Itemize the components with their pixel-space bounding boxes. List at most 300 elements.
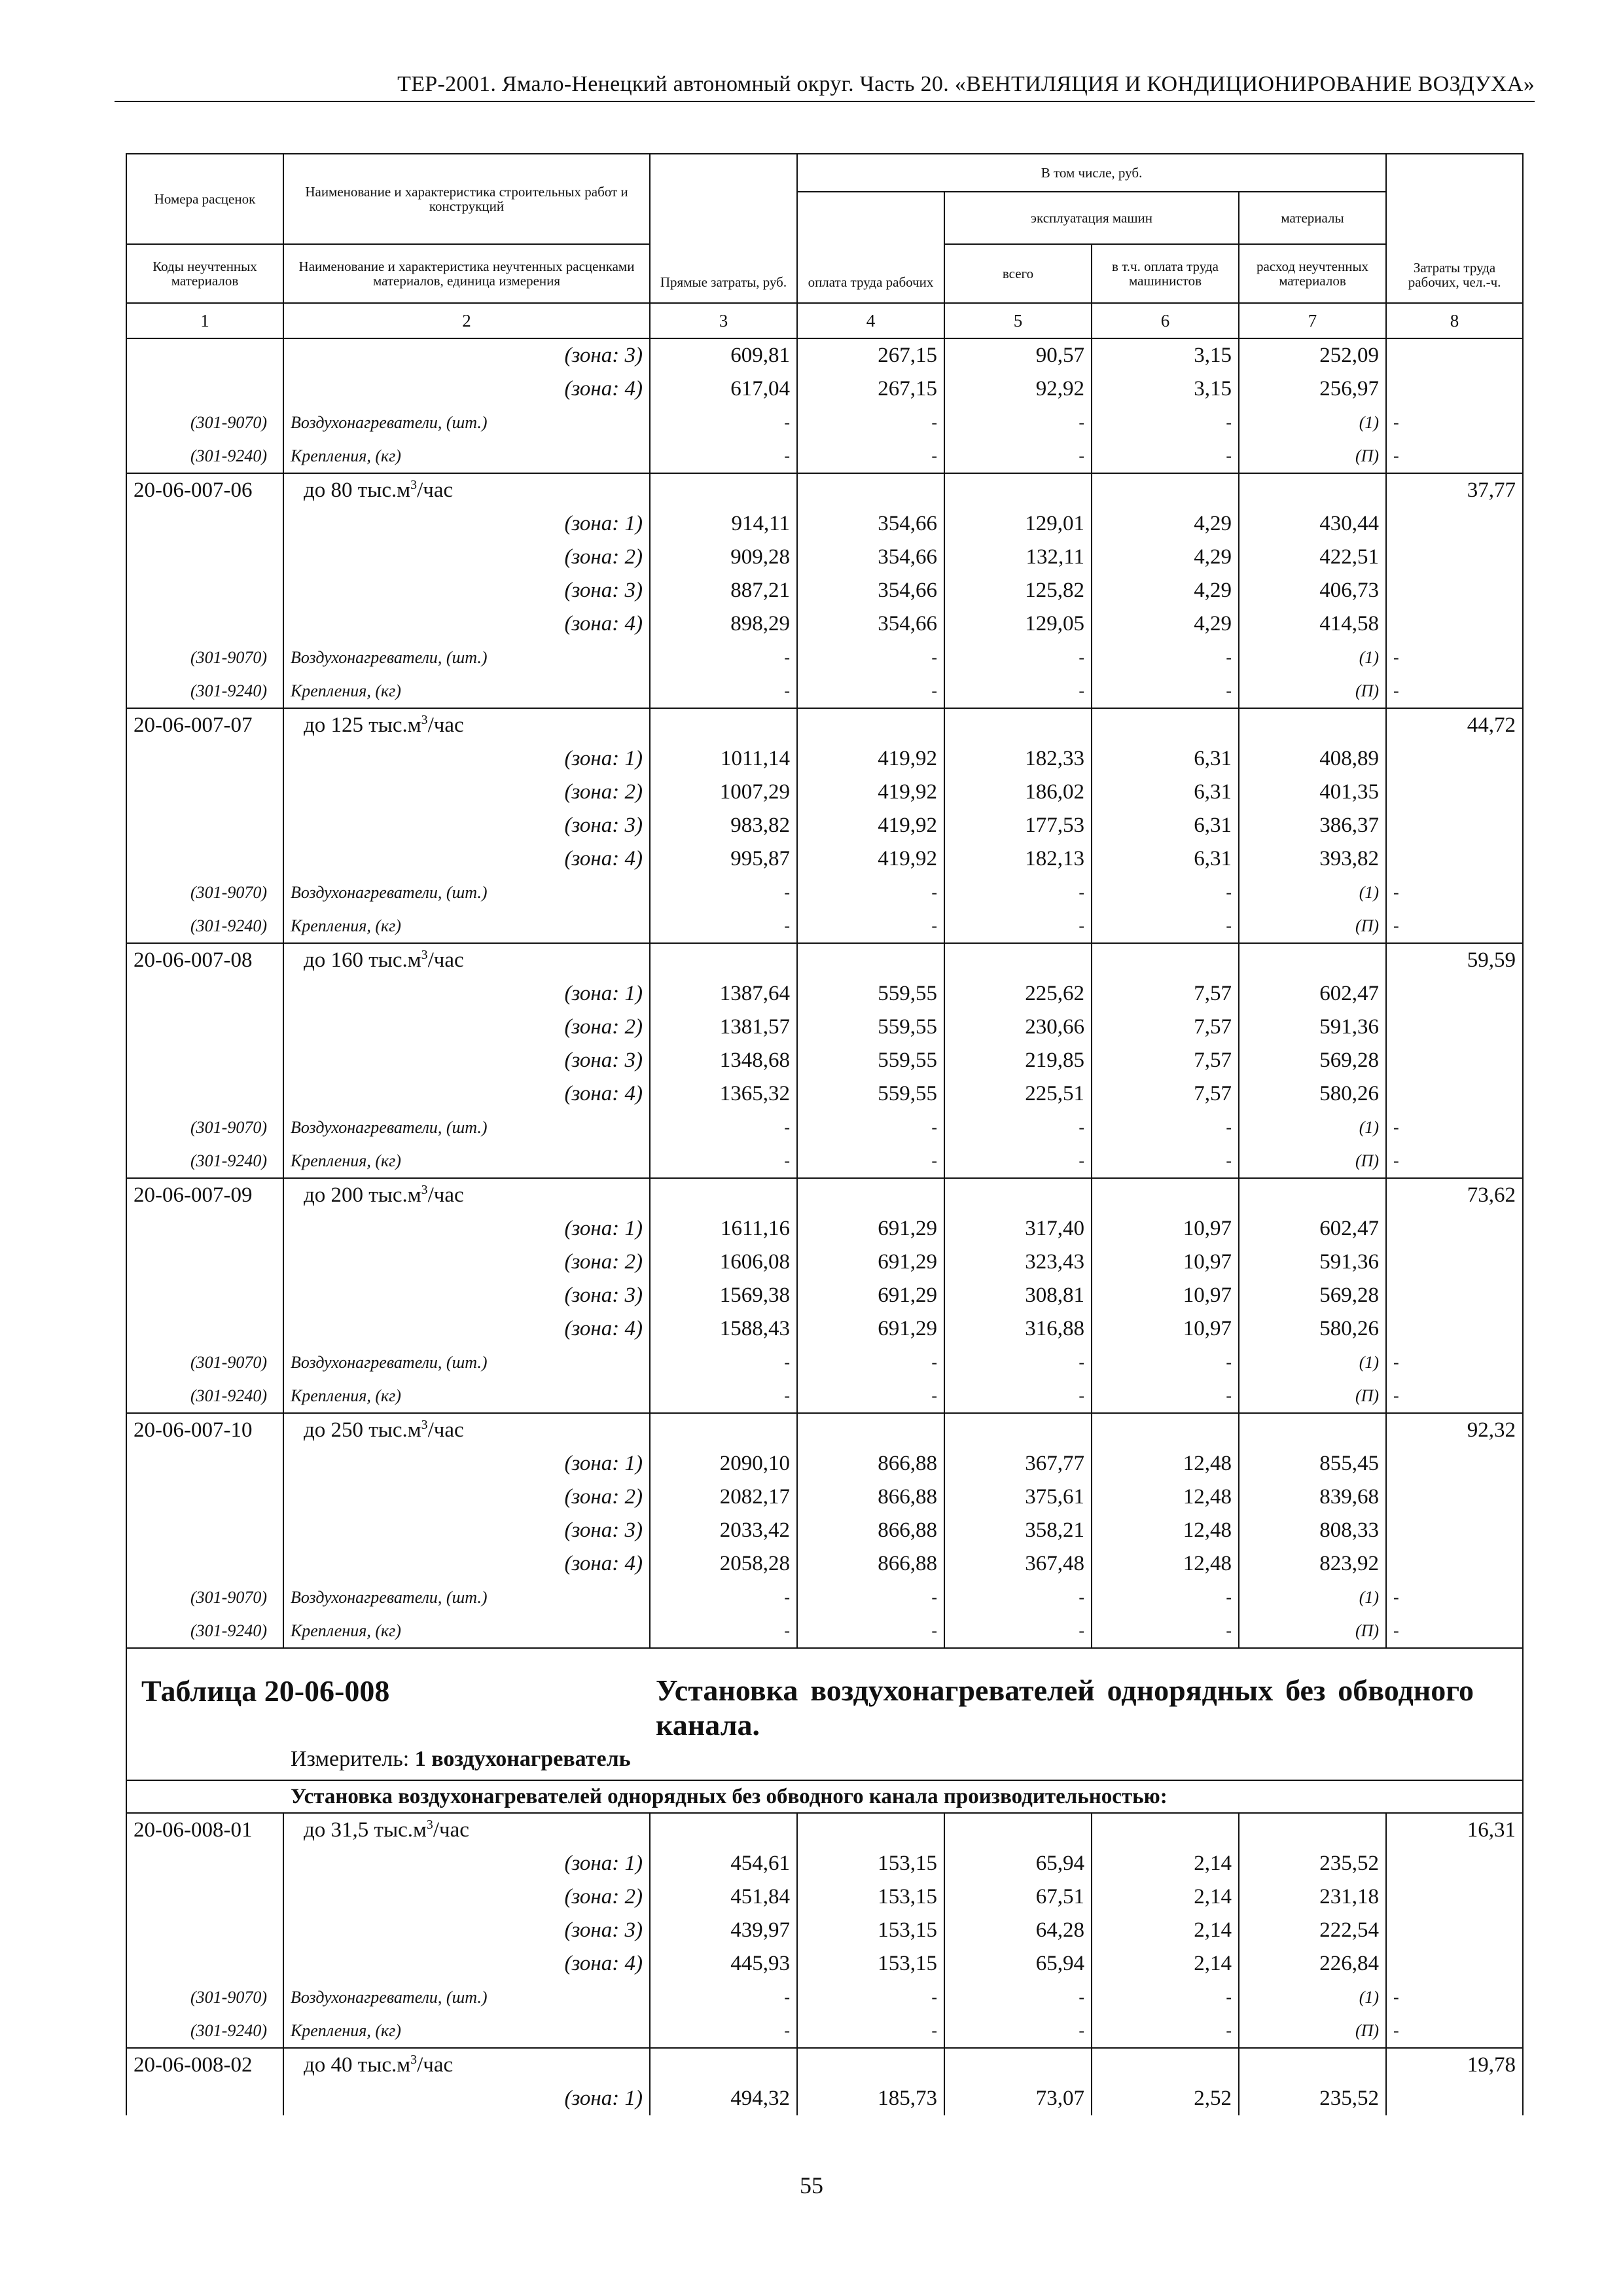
dash-cell: - — [1386, 1981, 1523, 2014]
materials-cost: 401,35 — [1239, 776, 1386, 809]
empty-cell — [944, 1178, 1092, 1212]
empty-cell — [126, 1044, 283, 1077]
dash-cell: - — [797, 1581, 944, 1614]
zone-label: (зона: 4) — [283, 607, 650, 641]
zone-row — [126, 1914, 1523, 1947]
material-quantity: (П) — [1239, 439, 1386, 473]
machinist-pay: 7,57 — [1092, 1011, 1239, 1044]
empty-cell — [944, 1413, 1092, 1447]
dash-cell: - — [944, 909, 1092, 943]
zone-label: (зона: 3) — [283, 1279, 650, 1312]
table-title: Таблица 20-06-008 — [141, 1674, 390, 1708]
empty-cell — [1092, 943, 1239, 977]
material-row — [126, 674, 1523, 708]
material-quantity: (П) — [1239, 1379, 1386, 1413]
empty-cell — [1239, 1813, 1386, 1847]
zone-row — [126, 1312, 1523, 1346]
dash-cell: - — [650, 1981, 797, 2014]
direct-cost: 445,93 — [650, 1947, 797, 1981]
direct-cost: 1611,16 — [650, 1212, 797, 1246]
material-code: (301-9070) — [126, 406, 283, 439]
empty-cell — [1386, 809, 1523, 842]
worker-pay: 153,15 — [797, 1947, 944, 1981]
empty-cell — [1386, 1547, 1523, 1581]
machine-ops-total: 65,94 — [944, 1847, 1092, 1880]
dash-cell: - — [650, 1614, 797, 1648]
rate-row — [126, 2048, 1523, 2082]
machinist-pay: 6,31 — [1092, 742, 1239, 776]
price-table — [126, 153, 1524, 2115]
machinist-pay: 12,48 — [1092, 1480, 1239, 1514]
materials-cost: 422,51 — [1239, 541, 1386, 574]
machine-ops-total: 129,05 — [944, 607, 1092, 641]
dash-cell: - — [1092, 1981, 1239, 2014]
capacity-unit: тыс.м — [368, 1818, 427, 1842]
machine-ops-total: 186,02 — [944, 776, 1092, 809]
empty-cell — [126, 1480, 283, 1514]
empty-cell — [1386, 574, 1523, 607]
machinist-pay: 3,15 — [1092, 338, 1239, 372]
materials-cost: 414,58 — [1239, 607, 1386, 641]
machine-ops-total: 132,11 — [944, 541, 1092, 574]
empty-cell — [1386, 1880, 1523, 1914]
machine-ops-total: 225,51 — [944, 1077, 1092, 1111]
zone-row — [126, 977, 1523, 1011]
dash-cell: - — [1092, 674, 1239, 708]
machinist-pay: 12,48 — [1092, 1514, 1239, 1547]
capacity-unit: тыс.м — [363, 948, 421, 972]
dash-cell: - — [1092, 876, 1239, 909]
worker-pay: 559,55 — [797, 1011, 944, 1044]
zone-row — [126, 1447, 1523, 1480]
machine-ops-total: 323,43 — [944, 1246, 1092, 1279]
empty-cell — [126, 842, 283, 876]
empty-cell — [1386, 1847, 1523, 1880]
material-code: (301-9240) — [126, 1144, 283, 1178]
empty-cell — [1386, 1044, 1523, 1077]
worker-pay: 354,66 — [797, 607, 944, 641]
rate-code: 20-06-007-08 — [126, 943, 283, 977]
dash-cell: - — [1386, 909, 1523, 943]
capacity-unit: тыс.м — [352, 478, 411, 502]
direct-cost: 1387,64 — [650, 977, 797, 1011]
material-name: Воздухонагреватели, (шт.) — [283, 406, 650, 439]
materials-cost: 256,97 — [1239, 372, 1386, 406]
capacity-value: до 80 — [304, 478, 353, 502]
worker-pay: 691,29 — [797, 1246, 944, 1279]
table-subtitle: Установка воздухонагревателей однорядных без обводного канала производительностью: — [126, 1780, 1523, 1813]
empty-cell — [1092, 473, 1239, 507]
worker-pay: 153,15 — [797, 1847, 944, 1880]
machine-ops-total: 129,01 — [944, 507, 1092, 541]
materials-cost: 235,52 — [1239, 1847, 1386, 1880]
direct-cost: 887,21 — [650, 574, 797, 607]
dash-cell: - — [797, 1379, 944, 1413]
empty-cell — [1386, 1447, 1523, 1480]
material-quantity: (1) — [1239, 1111, 1386, 1144]
empty-cell — [1386, 742, 1523, 776]
dash-cell: - — [1092, 439, 1239, 473]
empty-cell — [126, 1880, 283, 1914]
materials-cost: 580,26 — [1239, 1077, 1386, 1111]
col-number: 6 — [1092, 303, 1239, 338]
dash-cell: - — [944, 1981, 1092, 2014]
machinist-pay: 4,29 — [1092, 607, 1239, 641]
dash-cell: - — [1386, 1614, 1523, 1648]
direct-cost: 439,97 — [650, 1914, 797, 1947]
zone-row — [126, 1077, 1523, 1111]
rate-description — [283, 1178, 650, 1212]
dash-cell: - — [1386, 439, 1523, 473]
material-code: (301-9070) — [126, 1981, 283, 2014]
dash-cell: - — [944, 674, 1092, 708]
empty-cell — [126, 1847, 283, 1880]
empty-cell — [797, 943, 944, 977]
empty-cell — [1239, 708, 1386, 742]
empty-cell — [126, 776, 283, 809]
zone-row — [126, 541, 1523, 574]
direct-cost: 617,04 — [650, 372, 797, 406]
dash-cell: - — [944, 1111, 1092, 1144]
materials-cost: 823,92 — [1239, 1547, 1386, 1581]
empty-cell — [797, 2048, 944, 2082]
materials-cost: 808,33 — [1239, 1514, 1386, 1547]
empty-cell — [1386, 607, 1523, 641]
zone-row — [126, 1044, 1523, 1077]
empty-cell — [1386, 1212, 1523, 1246]
empty-cell — [1386, 1514, 1523, 1547]
col-rate-numbers: Номера расценок — [126, 154, 283, 244]
empty-cell — [126, 338, 283, 372]
machinist-pay: 7,57 — [1092, 977, 1239, 1011]
zone-row — [126, 507, 1523, 541]
capacity-value: до 31,5 — [304, 1818, 369, 1842]
dash-cell: - — [797, 909, 944, 943]
machine-ops-total: 67,51 — [944, 1880, 1092, 1914]
machine-ops-total: 308,81 — [944, 1279, 1092, 1312]
material-row — [126, 1614, 1523, 1648]
rate-row — [126, 473, 1523, 507]
machine-ops-total: 92,92 — [944, 372, 1092, 406]
dash-cell: - — [650, 641, 797, 674]
material-row — [126, 2014, 1523, 2048]
materials-cost: 408,89 — [1239, 742, 1386, 776]
capacity-unit: тыс.м — [363, 1418, 421, 1442]
empty-cell — [1386, 1011, 1523, 1044]
col-number: 3 — [650, 303, 797, 338]
measure-label: Измеритель: — [291, 1747, 415, 1771]
empty-cell — [126, 541, 283, 574]
machinist-pay: 2,52 — [1092, 2082, 1239, 2115]
empty-cell — [650, 2048, 797, 2082]
zone-row — [126, 1011, 1523, 1044]
direct-cost: 609,81 — [650, 338, 797, 372]
zone-label: (зона: 2) — [283, 1880, 650, 1914]
materials-cost: 591,36 — [1239, 1011, 1386, 1044]
zone-label: (зона: 4) — [283, 1947, 650, 1981]
material-code: (301-9070) — [126, 641, 283, 674]
materials-cost: 386,37 — [1239, 809, 1386, 842]
material-quantity: (П) — [1239, 1144, 1386, 1178]
empty-cell — [944, 2048, 1092, 2082]
rate-code: 20-06-008-01 — [126, 1813, 283, 1847]
capacity-unit-exponent: 3 — [410, 2053, 418, 2067]
empty-cell — [1092, 2048, 1239, 2082]
machine-ops-total: 177,53 — [944, 809, 1092, 842]
rate-description — [283, 473, 650, 507]
empty-cell — [1386, 1077, 1523, 1111]
capacity-unit-exponent: 3 — [421, 1183, 428, 1197]
worker-pay: 866,88 — [797, 1447, 944, 1480]
labor-cost: 59,59 — [1386, 943, 1523, 977]
labor-cost: 19,78 — [1386, 2048, 1523, 2082]
empty-cell — [1386, 372, 1523, 406]
worker-pay: 559,55 — [797, 1077, 944, 1111]
zone-label: (зона: 1) — [283, 977, 650, 1011]
empty-cell — [797, 473, 944, 507]
machine-ops-total: 182,13 — [944, 842, 1092, 876]
zone-row — [126, 1246, 1523, 1279]
capacity-value: до 125 — [304, 713, 364, 737]
material-quantity: (1) — [1239, 1981, 1386, 2014]
capacity-unit: тыс.м — [363, 713, 421, 737]
direct-cost: 1588,43 — [650, 1312, 797, 1346]
empty-cell — [944, 708, 1092, 742]
machine-ops-total: 317,40 — [944, 1212, 1092, 1246]
empty-cell — [1239, 1178, 1386, 1212]
dash-cell: - — [1092, 909, 1239, 943]
zone-label: (зона: 2) — [283, 1246, 650, 1279]
material-row — [126, 1981, 1523, 2014]
dash-cell: - — [1092, 1144, 1239, 1178]
empty-cell — [797, 1178, 944, 1212]
empty-cell — [126, 1914, 283, 1947]
machinist-pay: 10,97 — [1092, 1212, 1239, 1246]
worker-pay: 866,88 — [797, 1514, 944, 1547]
zone-row — [126, 1547, 1523, 1581]
empty-cell — [1386, 1279, 1523, 1312]
rate-code: 20-06-008-02 — [126, 2048, 283, 2082]
material-quantity: (П) — [1239, 674, 1386, 708]
dash-cell: - — [1386, 1379, 1523, 1413]
zone-label: (зона: 2) — [283, 776, 650, 809]
direct-cost: 454,61 — [650, 1847, 797, 1880]
dash-cell: - — [944, 876, 1092, 909]
material-row — [126, 1144, 1523, 1178]
empty-cell — [650, 943, 797, 977]
machine-ops-total: 367,77 — [944, 1447, 1092, 1480]
material-name: Воздухонагреватели, (шт.) — [283, 1981, 650, 2014]
material-row — [126, 439, 1523, 473]
dash-cell: - — [650, 1581, 797, 1614]
zone-row — [126, 842, 1523, 876]
rate-row — [126, 1413, 1523, 1447]
empty-cell — [1386, 507, 1523, 541]
empty-cell — [1092, 1813, 1239, 1847]
material-name: Крепления, (кг) — [283, 2014, 650, 2048]
machinist-pay: 6,31 — [1092, 809, 1239, 842]
rate-row — [126, 708, 1523, 742]
direct-cost: 983,82 — [650, 809, 797, 842]
machinist-pay: 4,29 — [1092, 574, 1239, 607]
material-name: Крепления, (кг) — [283, 1379, 650, 1413]
direct-cost: 2058,28 — [650, 1547, 797, 1581]
capacity-unit-exponent: 3 — [421, 948, 428, 962]
empty-cell — [1386, 1947, 1523, 1981]
material-row — [126, 406, 1523, 439]
machinist-pay: 4,29 — [1092, 507, 1239, 541]
worker-pay: 419,92 — [797, 842, 944, 876]
empty-cell — [126, 977, 283, 1011]
empty-cell — [944, 473, 1092, 507]
empty-cell — [126, 809, 283, 842]
zone-label: (зона: 1) — [283, 742, 650, 776]
zone-label: (зона: 3) — [283, 338, 650, 372]
zone-row — [126, 1947, 1523, 1981]
materials-cost: 252,09 — [1239, 338, 1386, 372]
rate-code: 20-06-007-10 — [126, 1413, 283, 1447]
materials-cost: 569,28 — [1239, 1279, 1386, 1312]
empty-cell — [1386, 1246, 1523, 1279]
machinist-pay: 10,97 — [1092, 1312, 1239, 1346]
capacity-unit-suffix: /час — [427, 1183, 464, 1207]
dash-cell: - — [1386, 1144, 1523, 1178]
empty-cell — [1386, 541, 1523, 574]
material-quantity: (1) — [1239, 876, 1386, 909]
material-code: (301-9240) — [126, 1379, 283, 1413]
col-unaccounted-materials: расход неучтенных материалов — [1239, 244, 1386, 303]
capacity-unit-suffix: /час — [427, 713, 464, 737]
capacity-unit-suffix: /час — [433, 1818, 469, 1842]
materials-cost: 569,28 — [1239, 1044, 1386, 1077]
worker-pay: 354,66 — [797, 507, 944, 541]
zone-label: (зона: 1) — [283, 1847, 650, 1880]
material-row — [126, 876, 1523, 909]
machine-ops-total: 64,28 — [944, 1914, 1092, 1947]
zone-row — [126, 1480, 1523, 1514]
direct-cost: 1011,14 — [650, 742, 797, 776]
material-code: (301-9070) — [126, 1111, 283, 1144]
empty-cell — [650, 1178, 797, 1212]
materials-cost: 393,82 — [1239, 842, 1386, 876]
rate-code: 20-06-007-09 — [126, 1178, 283, 1212]
rate-row — [126, 1178, 1523, 1212]
material-name: Крепления, (кг) — [283, 439, 650, 473]
zone-label: (зона: 1) — [283, 1447, 650, 1480]
material-row — [126, 1581, 1523, 1614]
zone-row — [126, 1212, 1523, 1246]
machinist-pay: 2,14 — [1092, 1880, 1239, 1914]
worker-pay: 691,29 — [797, 1279, 944, 1312]
dash-cell: - — [1092, 1379, 1239, 1413]
empty-cell — [126, 1447, 283, 1480]
direct-cost: 2090,10 — [650, 1447, 797, 1480]
capacity-value: до 160 — [304, 948, 364, 972]
capacity-unit-exponent: 3 — [421, 713, 428, 727]
zone-row — [126, 574, 1523, 607]
material-code: (301-9070) — [126, 1346, 283, 1379]
labor-cost: 44,72 — [1386, 708, 1523, 742]
direct-cost: 1606,08 — [650, 1246, 797, 1279]
dash-cell: - — [1092, 406, 1239, 439]
worker-pay: 419,92 — [797, 742, 944, 776]
machinist-pay: 7,57 — [1092, 1077, 1239, 1111]
rate-description — [283, 708, 650, 742]
labor-cost: 92,32 — [1386, 1413, 1523, 1447]
worker-pay: 419,92 — [797, 809, 944, 842]
rate-code: 20-06-007-07 — [126, 708, 283, 742]
material-quantity: (П) — [1239, 1614, 1386, 1648]
worker-pay: 267,15 — [797, 372, 944, 406]
empty-cell — [126, 1011, 283, 1044]
table-description: Установка воздухонагревателей однорядных без обводного канала. — [656, 1674, 1474, 1742]
measure-value: 1 воздухонагреватель — [414, 1747, 631, 1771]
direct-cost: 909,28 — [650, 541, 797, 574]
material-name: Крепления, (кг) — [283, 1144, 650, 1178]
zone-row — [126, 776, 1523, 809]
dash-cell: - — [650, 2014, 797, 2048]
dash-cell: - — [1386, 876, 1523, 909]
machine-ops-total: 375,61 — [944, 1480, 1092, 1514]
machinist-pay: 3,15 — [1092, 372, 1239, 406]
col-number: 8 — [1386, 303, 1523, 338]
materials-cost: 602,47 — [1239, 1212, 1386, 1246]
dash-cell: - — [944, 1144, 1092, 1178]
empty-cell — [126, 574, 283, 607]
materials-cost: 226,84 — [1239, 1947, 1386, 1981]
zone-label: (зона: 3) — [283, 574, 650, 607]
materials-cost: 406,73 — [1239, 574, 1386, 607]
capacity-unit: тыс.м — [363, 1183, 421, 1207]
material-name: Крепления, (кг) — [283, 674, 650, 708]
empty-cell — [797, 1813, 944, 1847]
col-including: В том числе, руб. — [797, 154, 1386, 192]
dash-cell: - — [650, 674, 797, 708]
material-row — [126, 1346, 1523, 1379]
dash-cell: - — [1386, 406, 1523, 439]
machinist-pay: 6,31 — [1092, 842, 1239, 876]
empty-cell — [126, 507, 283, 541]
zone-row — [126, 1514, 1523, 1547]
capacity-unit: тыс.м — [352, 2053, 411, 2077]
labor-cost: 16,31 — [1386, 1813, 1523, 1847]
direct-cost: 898,29 — [650, 607, 797, 641]
machine-ops-total: 65,94 — [944, 1947, 1092, 1981]
dash-cell: - — [797, 2014, 944, 2048]
zone-row — [126, 809, 1523, 842]
material-name: Воздухонагреватели, (шт.) — [283, 1346, 650, 1379]
zone-row — [126, 1847, 1523, 1880]
capacity-unit-suffix: /час — [417, 478, 454, 502]
direct-cost: 451,84 — [650, 1880, 797, 1914]
machinist-pay: 2,14 — [1092, 1947, 1239, 1981]
dash-cell: - — [1386, 1111, 1523, 1144]
material-code: (301-9240) — [126, 674, 283, 708]
capacity-unit-suffix: /час — [417, 2053, 454, 2077]
dash-cell: - — [1092, 1614, 1239, 1648]
empty-cell — [1386, 1914, 1523, 1947]
empty-cell — [126, 1547, 283, 1581]
zone-label: (зона: 1) — [283, 1212, 650, 1246]
zone-row — [126, 372, 1523, 406]
capacity-unit-exponent: 3 — [421, 1418, 428, 1432]
machine-ops-total: 125,82 — [944, 574, 1092, 607]
dash-cell: - — [1386, 1581, 1523, 1614]
empty-cell — [126, 1077, 283, 1111]
zone-label: (зона: 4) — [283, 1547, 650, 1581]
zone-label: (зона: 2) — [283, 1011, 650, 1044]
machine-ops-total: 358,21 — [944, 1514, 1092, 1547]
